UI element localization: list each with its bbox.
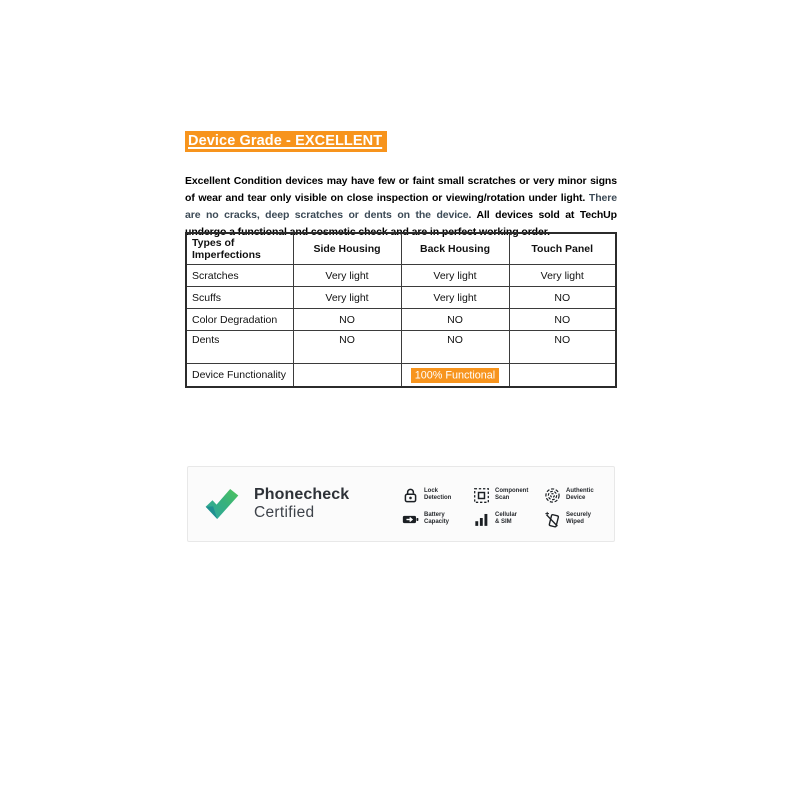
description-segment: There are no cracks, deep scratches or dents on the device. — [185, 191, 617, 221]
table-row-device-functionality — [186, 364, 616, 388]
col-header-types: Types of Imperfections — [186, 233, 293, 265]
table-cell — [293, 364, 401, 388]
feature-label: Battery Capacity — [424, 511, 450, 525]
description-segment: Excellent Condition devices may have few or faint small scratches or very minor signs of wear and tear only visible on close inspection or viewing/rotation under light. — [185, 174, 617, 204]
component-scan-icon — [473, 487, 490, 504]
row-label: Color Degradation — [186, 309, 293, 331]
row-label: Device Functionality — [186, 364, 293, 388]
table-cell: NO — [509, 331, 616, 364]
table-row-scuffs — [186, 287, 616, 309]
signal-bars-icon — [473, 511, 490, 528]
feature-battery-capacity — [402, 511, 468, 528]
table-cell: NO — [401, 331, 509, 364]
phonecheck-logo-group — [205, 486, 349, 522]
battery-icon — [402, 511, 419, 528]
device-grade-heading: Device Grade - EXCELLENT — [185, 131, 387, 152]
feature-cellular-sim — [473, 511, 539, 528]
table-cell: Very light — [401, 287, 509, 309]
table-cell: Very light — [293, 287, 401, 309]
col-header-back-housing: Back Housing — [401, 233, 509, 265]
col-header-side-housing: Side Housing — [293, 233, 401, 265]
table-row-dents — [186, 331, 616, 364]
fingerprint-icon — [544, 487, 561, 504]
table-cell — [509, 364, 616, 388]
feature-label: Lock Detection — [424, 487, 452, 501]
table-cell — [401, 364, 509, 388]
row-label: Scuffs — [186, 287, 293, 309]
table-cell: NO — [509, 287, 616, 309]
condition-description — [185, 173, 617, 241]
phonecheck-wordmark — [254, 486, 349, 522]
feature-label: Cellular & SIM — [495, 511, 518, 525]
phonecheck-brand: Phonecheck — [254, 486, 350, 503]
table-cell: NO — [293, 309, 401, 331]
description-segment: All devices sold at TechUp undergo a functional and cosmetic check and are in perfect working order. — [185, 208, 617, 238]
feature-label: Component Scan — [495, 487, 529, 501]
phonecheck-certified-badge — [187, 466, 615, 542]
table-header-row — [186, 233, 616, 265]
row-label: Dents — [186, 331, 293, 364]
feature-label: Authentic Device — [566, 487, 594, 501]
feature-authentic-device — [544, 487, 610, 504]
phonecheck-checkmark-icon — [205, 488, 239, 520]
functional-highlight: 100% Functional — [411, 368, 499, 384]
table-cell: Very light — [509, 265, 616, 287]
row-label: Scratches — [186, 265, 293, 287]
phonecheck-subtitle: Certified — [254, 504, 315, 521]
feature-component-scan — [473, 487, 539, 504]
lock-icon — [402, 487, 419, 504]
col-header-touch-panel: Touch Panel — [509, 233, 616, 265]
table-cell: NO — [293, 331, 401, 364]
phonecheck-feature-grid — [402, 487, 610, 528]
feature-lock-detection — [402, 487, 468, 504]
table-row-scratches — [186, 265, 616, 287]
table-cell: NO — [509, 309, 616, 331]
table-cell: NO — [401, 309, 509, 331]
table-cell: Very light — [293, 265, 401, 287]
table-cell: Very light — [401, 265, 509, 287]
imperfections-table — [185, 232, 617, 388]
feature-label: Securely Wiped — [566, 511, 592, 525]
wipe-icon — [544, 511, 561, 528]
table-row-color-degradation — [186, 309, 616, 331]
feature-securely-wiped — [544, 511, 610, 528]
